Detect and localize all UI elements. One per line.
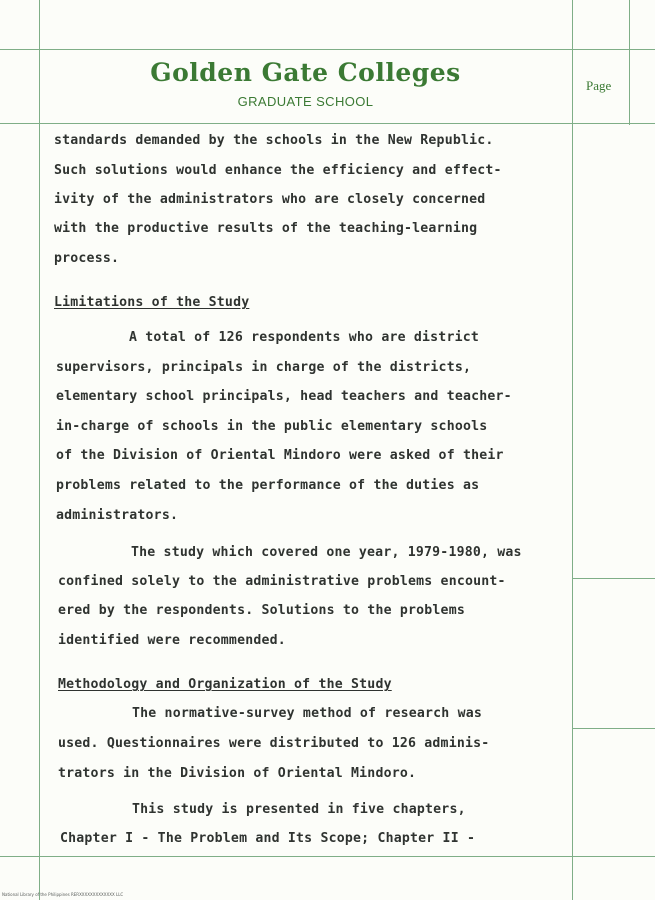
text-line: standards demanded by the schools in the New Republic.	[54, 133, 494, 148]
text-line: elementary school principals, head teachers and teacher-	[56, 389, 512, 404]
text-line: in-charge of schools in the public elementary schools	[56, 419, 488, 434]
text-line: identified were recommended.	[58, 633, 286, 648]
text-line: ered by the respondents. Solutions to the problems	[58, 603, 465, 618]
text-line: A total of 126 respondents who are district	[129, 330, 480, 345]
left-margin-rule	[39, 0, 40, 900]
footer-rule	[0, 856, 655, 857]
text-line: with the productive results of the teaching-learning	[54, 221, 478, 236]
text-line: The study which covered one year, 1979-1980, was	[131, 545, 522, 560]
text-line: ivity of the administrators who are closely concerned	[54, 192, 486, 207]
text-line: confined solely to the administrative problems encount-	[58, 574, 506, 589]
header-top-rule	[0, 49, 655, 50]
far-right-rule	[629, 0, 630, 125]
footer-note: National Library of the Philippines RERXXXXXXXXXXXXX LLC	[2, 892, 124, 897]
page-label: Page	[586, 78, 612, 93]
text-line: supervisors, principals in charge of the districts,	[56, 360, 472, 375]
side-rule-2	[572, 728, 655, 729]
section-heading-methodology: Methodology and Organization of the Study	[58, 677, 392, 692]
right-margin-rule	[572, 0, 573, 900]
text-line: used. Questionnaires were distributed to 126 adminis-	[58, 736, 490, 751]
text-line: Chapter I - The Problem and Its Scope; Chapter II -	[60, 831, 476, 846]
text-line: process.	[54, 251, 120, 266]
text-line: This study is presented in five chapters,	[132, 802, 466, 817]
school-name: GRADUATE SCHOOL	[237, 94, 374, 109]
institution-name: Golden Gate Colleges	[150, 58, 461, 87]
section-heading-limitations: Limitations of the Study	[54, 295, 250, 310]
text-line: problems related to the performance of the duties as	[56, 478, 480, 493]
header-bottom-rule	[0, 123, 655, 124]
text-line: of the Division of Oriental Mindoro were asked of their	[56, 448, 504, 463]
text-line: The normative-survey method of research was	[132, 706, 483, 721]
side-rule-1	[572, 578, 655, 579]
text-line: Such solutions would enhance the efficiency and effect-	[54, 163, 502, 178]
text-line: administrators.	[56, 508, 179, 523]
text-line: trators in the Division of Oriental Mindoro.	[58, 766, 417, 781]
